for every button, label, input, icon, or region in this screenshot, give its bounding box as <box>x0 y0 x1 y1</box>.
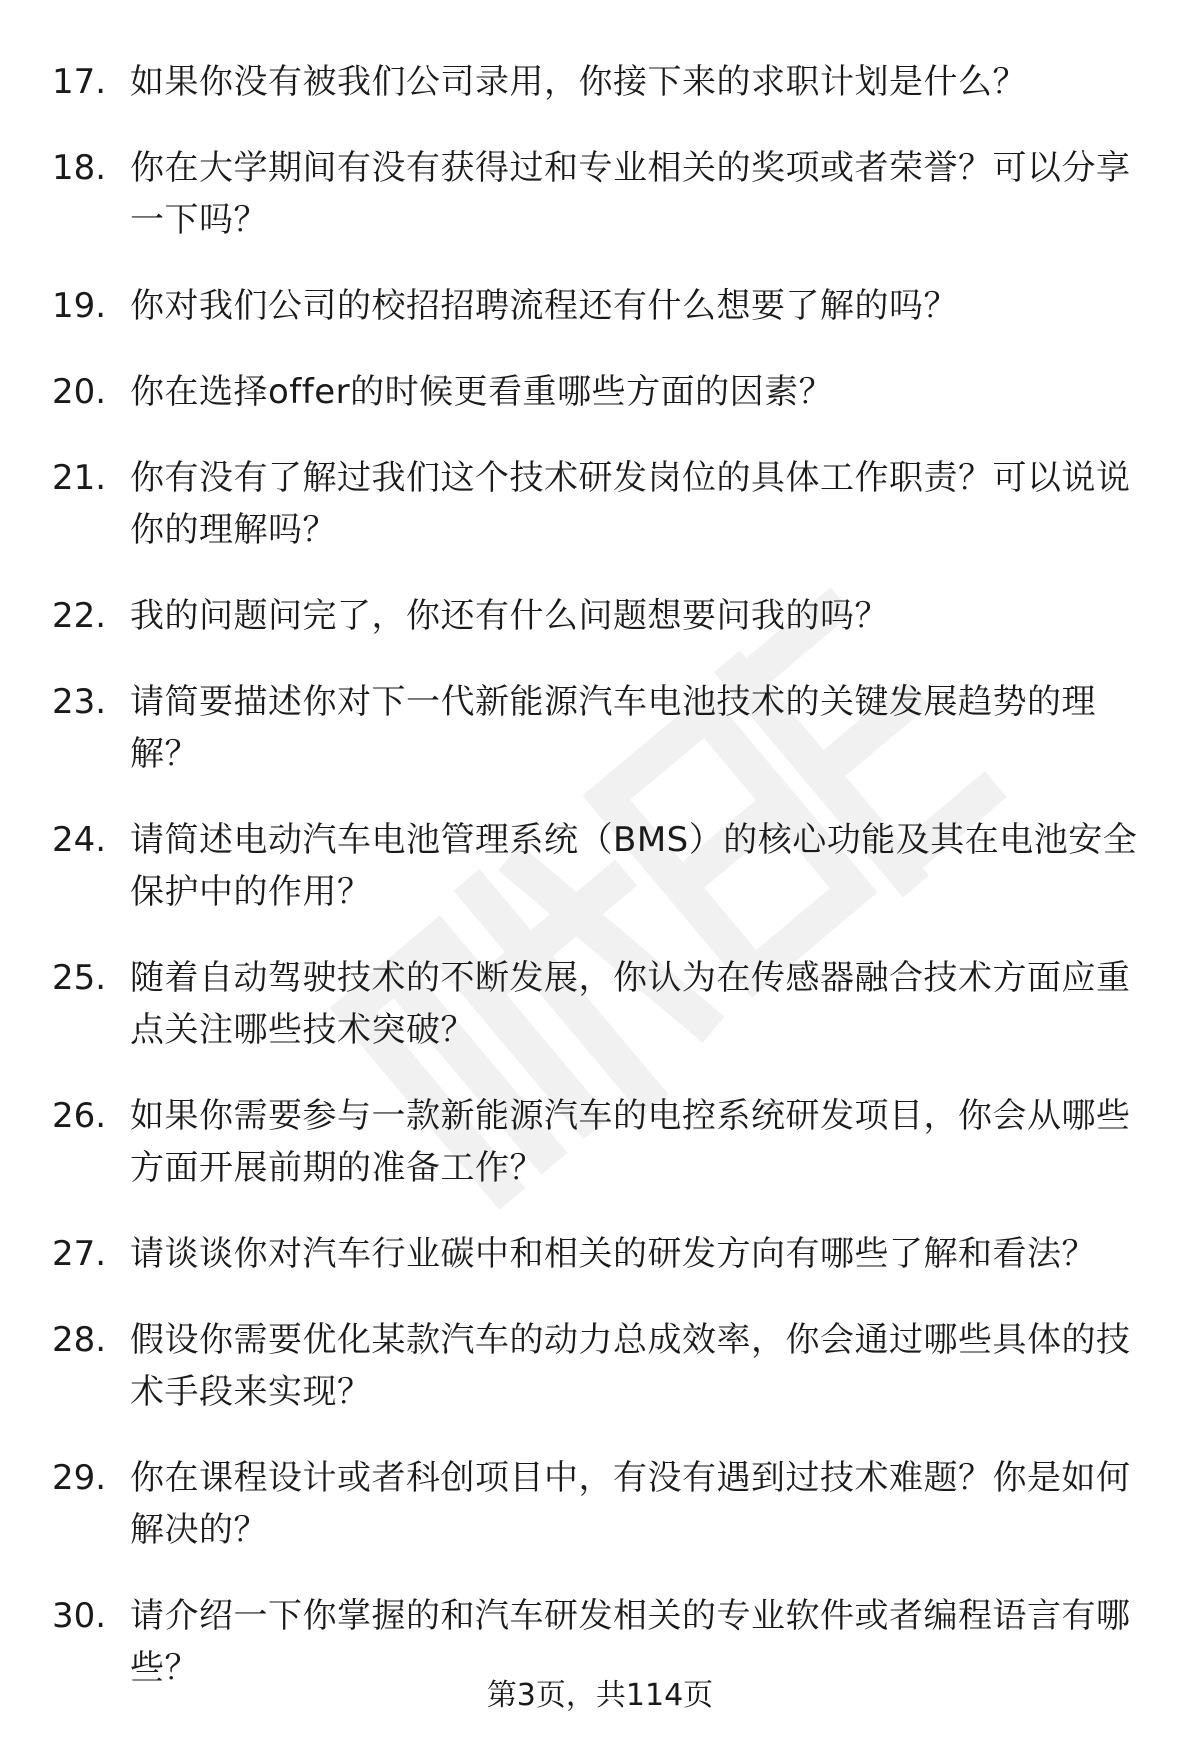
question-text: 假设你需要优化某款汽车的动力总成效率，你会通过哪些具体的技术手段来实现？ <box>130 1320 1131 1412</box>
list-item <box>52 814 1152 918</box>
list-item <box>52 280 1152 332</box>
question-text: 你在课程设计或者科创项目中，有没有遇到过技术难题？你是如何解决的？ <box>130 1458 1131 1550</box>
question-number: 22. <box>52 596 107 636</box>
list-item <box>52 452 1152 556</box>
question-number: 29. <box>52 1458 107 1498</box>
question-number: 21. <box>52 458 107 498</box>
question-number: 30. <box>52 1596 107 1636</box>
question-number: 24. <box>52 820 107 860</box>
question-text: 请谈谈你对汽车行业碳中和相关的研发方向有哪些了解和看法？ <box>130 1234 1096 1274</box>
question-number: 17. <box>52 62 107 102</box>
list-item <box>52 676 1152 780</box>
list-item <box>52 1228 1152 1280</box>
question-text: 如果你需要参与一款新能源汽车的电控系统研发项目，你会从哪些方面开展前期的准备工作？ <box>130 1096 1131 1188</box>
list-item <box>52 366 1152 418</box>
list-item <box>52 142 1152 246</box>
page-footer <box>0 1676 1200 1716</box>
question-text: 你在选择offer的时候更看重哪些方面的因素？ <box>130 372 834 412</box>
question-text: 随着自动驾驶技术的不断发展，你认为在传感器融合技术方面应重点关注哪些技术突破？ <box>130 958 1131 1050</box>
question-number: 19. <box>52 286 107 326</box>
list-item <box>52 1452 1152 1556</box>
page-number-label: 第3页，共114页 <box>486 1678 714 1713</box>
question-number: 27. <box>52 1234 107 1274</box>
list-item <box>52 1090 1152 1194</box>
question-text: 我的问题问完了，你还有什么问题想要问我的吗？ <box>130 596 889 636</box>
question-number: 20. <box>52 372 107 412</box>
question-text: 你对我们公司的校招招聘流程还有什么想要了解的吗？ <box>130 286 958 326</box>
list-item <box>52 56 1152 108</box>
question-number: 23. <box>52 682 107 722</box>
question-text: 你在大学期间有没有获得过和专业相关的奖项或者荣誉？可以分享一下吗？ <box>130 148 1131 240</box>
list-item <box>52 1314 1152 1418</box>
question-text: 请简述电动汽车电池管理系统（BMS）的核心功能及其在电池安全保护中的作用？ <box>130 820 1138 912</box>
question-text: 请介绍一下你掌握的和汽车研发相关的专业软件或者编程语言有哪些？ <box>130 1596 1131 1688</box>
list-item <box>52 952 1152 1056</box>
question-text: 你有没有了解过我们这个技术研发岗位的具体工作职责？可以说说你的理解吗？ <box>130 458 1131 550</box>
question-text: 如果你没有被我们公司录用，你接下来的求职计划是什么？ <box>130 62 1027 102</box>
question-text: 请简要描述你对下一代新能源汽车电池技术的关键发展趋势的理解？ <box>130 682 1096 774</box>
question-list <box>52 56 1152 1728</box>
question-number: 26. <box>52 1096 107 1136</box>
question-number: 18. <box>52 148 107 188</box>
question-number: 25. <box>52 958 107 998</box>
question-number: 28. <box>52 1320 107 1360</box>
list-item <box>52 590 1152 642</box>
